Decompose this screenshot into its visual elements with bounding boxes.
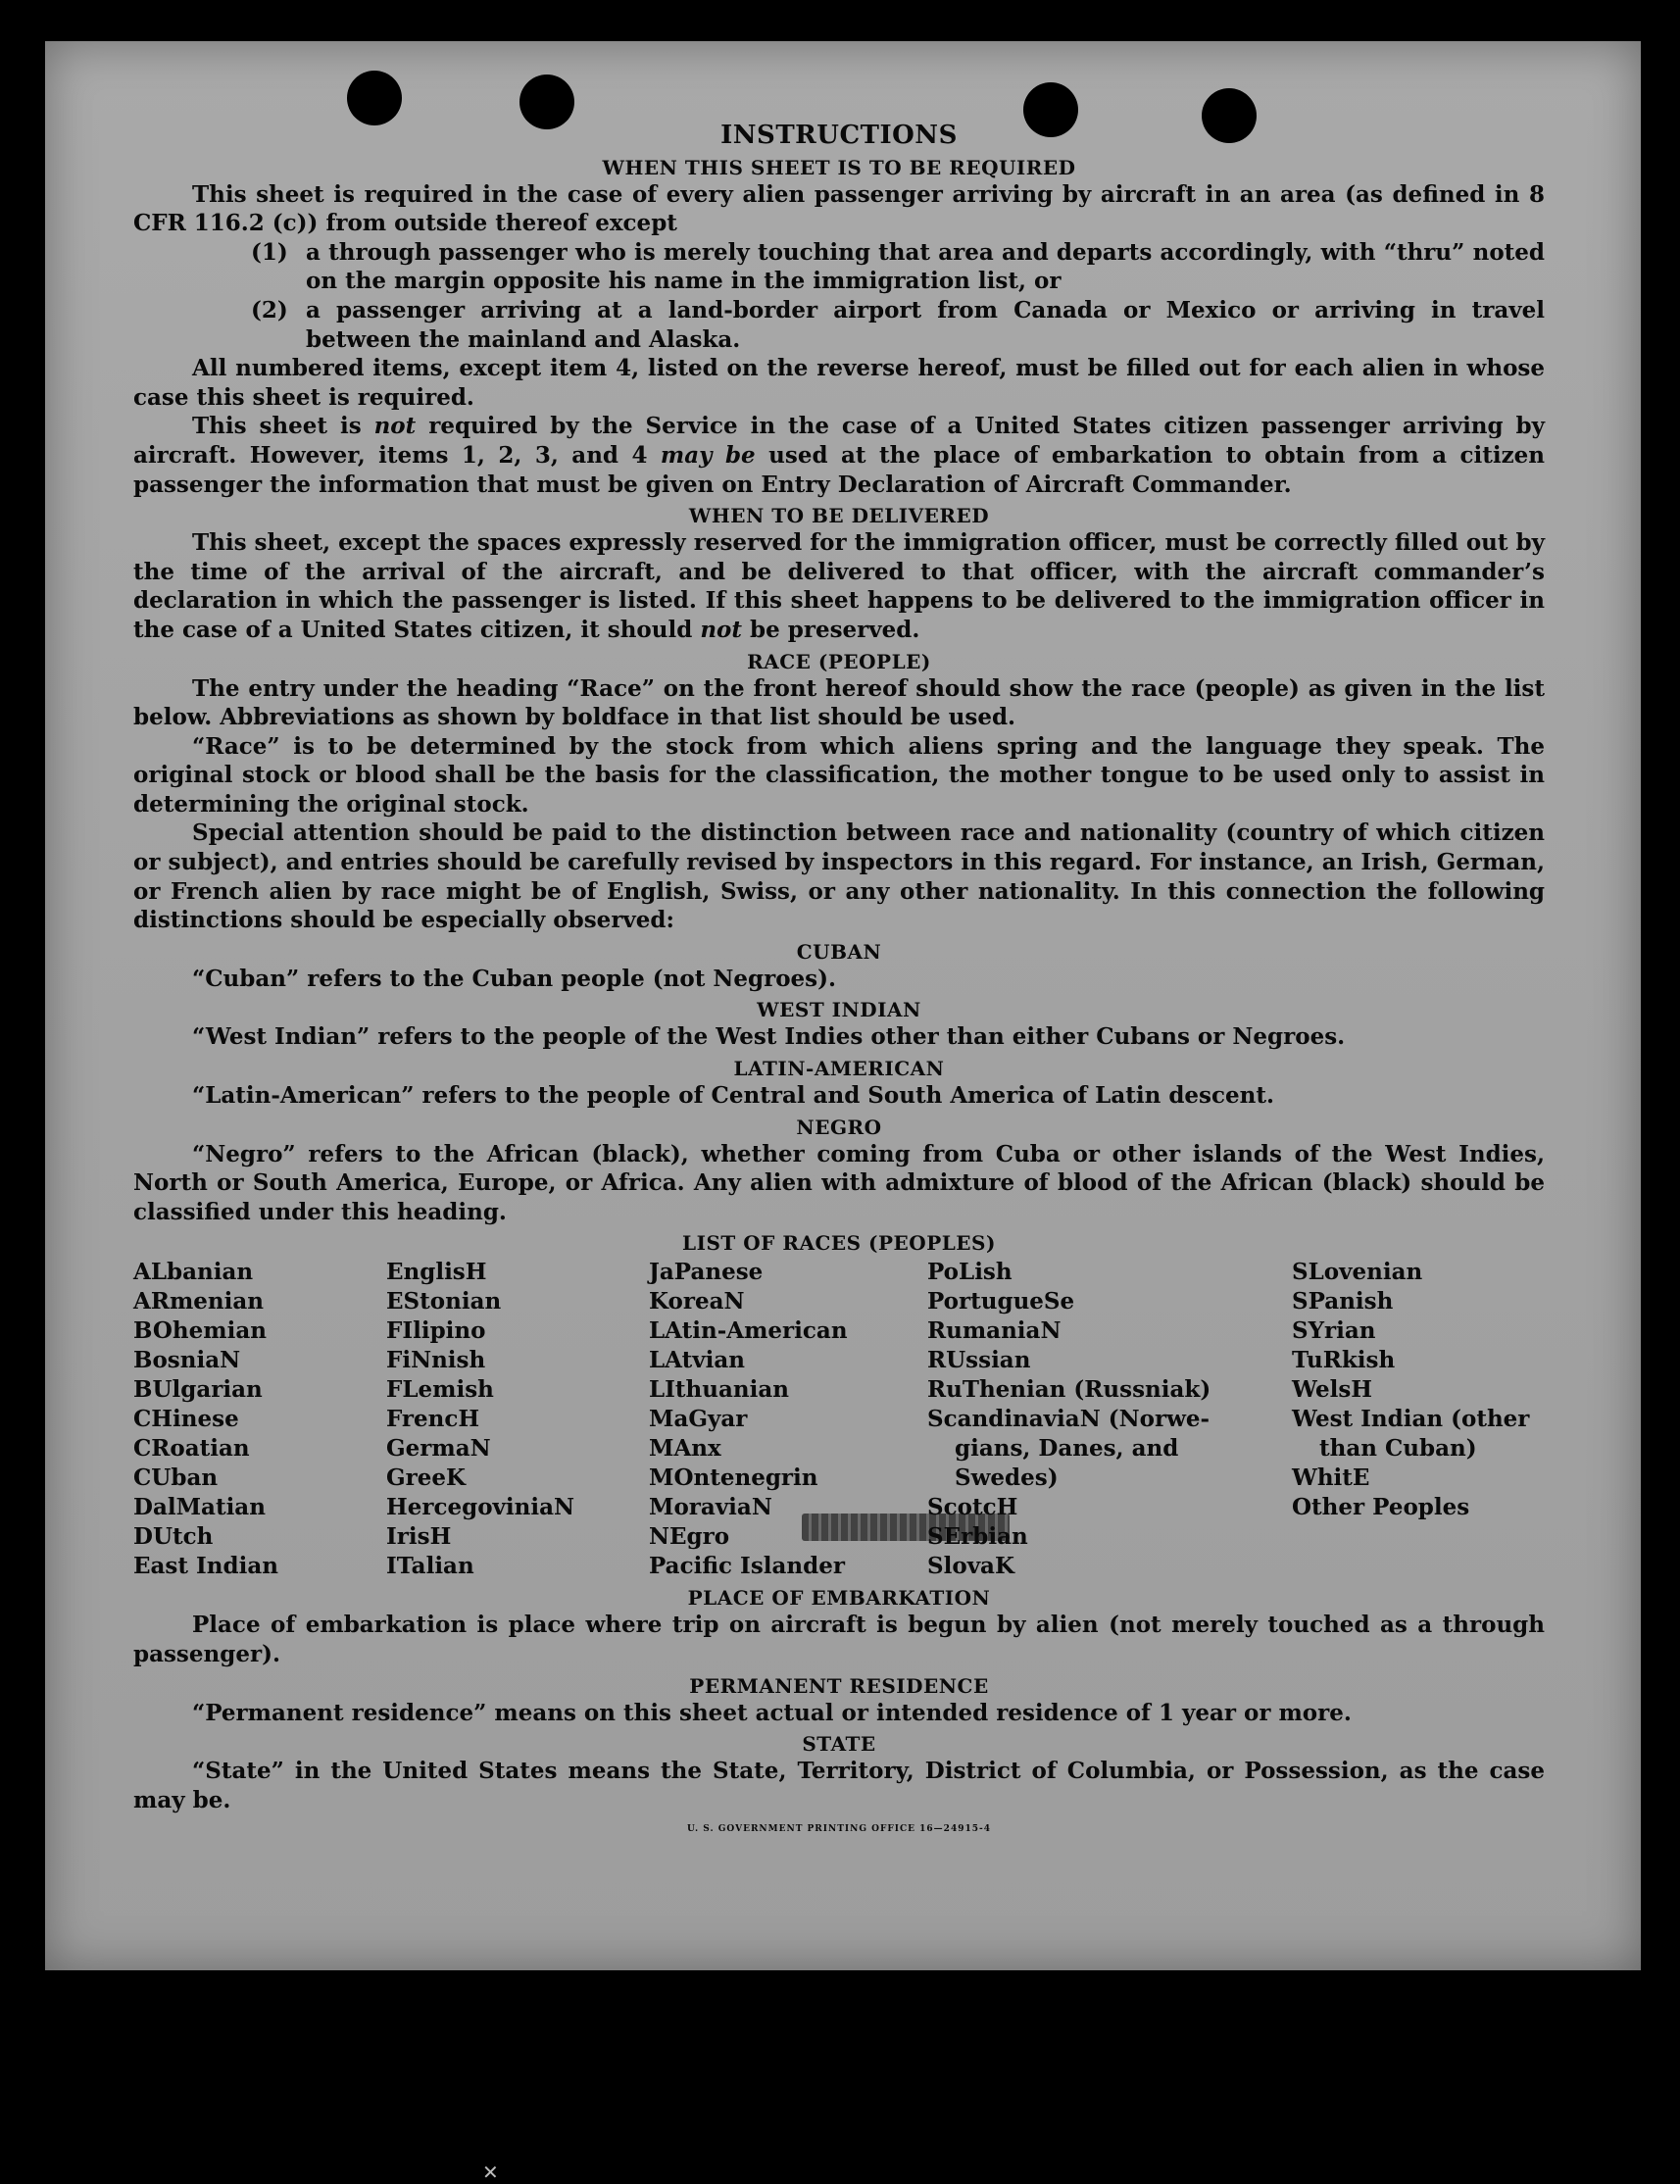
list-item: FrencH [386, 1406, 480, 1433]
page-title: INSTRUCTIONS [720, 121, 958, 150]
list-item: DalMatian [133, 1494, 266, 1521]
list-item: SYrian [1292, 1317, 1376, 1345]
list-item: SErbian [927, 1523, 1028, 1551]
paragraph: Place of embarkation is place where trip on aircraft is begun by alien (not merely touched as a through passenger). [133, 1612, 1545, 1667]
list-item: BosniaN [133, 1347, 241, 1374]
list-item: CHinese [133, 1406, 239, 1433]
paragraph: “Permanent residence” means on this sheet actual or intended residence of 1 year or more. [192, 1699, 1352, 1726]
paragraph: “Negro” refers to the African (black), whether coming from Cuba or other islands of the West Indies, North or South America, Europe, or Africa. Any alien with admixture of blood of the African (black) should be classified under this heading. [133, 1140, 1545, 1225]
instructions-body [133, 112, 1545, 1836]
list-item: FIlipino [386, 1317, 486, 1345]
list-item: LIthuanian [649, 1376, 789, 1404]
form-page [45, 41, 1641, 1970]
list-item: LAtin-American [649, 1317, 848, 1345]
section-heading: CUBAN [796, 939, 882, 964]
list-item: gians, Danes, and [955, 1435, 1179, 1463]
list-item: EStonian [386, 1288, 502, 1315]
race-list [133, 1258, 1545, 1581]
section-heading: WHEN THIS SHEET IS TO BE REQUIRED [602, 155, 1076, 179]
list-item: FLemish [386, 1376, 494, 1404]
list-item: RUssian [927, 1347, 1031, 1374]
section-heading: WEST INDIAN [757, 998, 921, 1022]
list-item: PortugueSe [927, 1288, 1075, 1315]
list-item: GreeK [386, 1464, 467, 1492]
list-item: Swedes) [955, 1464, 1059, 1492]
list-item: SLovenian [1292, 1259, 1423, 1286]
list-item: JaPanese [649, 1259, 764, 1286]
list-item: KoreaN [649, 1288, 745, 1315]
race-column [927, 1258, 1292, 1581]
list-item: DUtch [133, 1523, 214, 1551]
list-item: SPanish [1292, 1288, 1394, 1315]
section-heading: PERMANENT RESIDENCE [689, 1673, 989, 1698]
section-heading: STATE [802, 1732, 876, 1757]
list-item: EnglisH [386, 1259, 487, 1286]
paragraph: This sheet is required in the case of every alien passenger arriving by aircraft in an area (as defined in 8 CFR 116.2 (c)) from outside thereof except [133, 180, 1545, 237]
list-item: TuRkish [1292, 1347, 1396, 1374]
list-item: ScotcH [927, 1494, 1018, 1521]
paragraph: All numbered items, except item 4, listed on the reverse hereof, must be filled out for each alien in whose case this sheet is required. [133, 355, 1545, 411]
section-heading: LATIN-AMERICAN [733, 1057, 945, 1081]
list-item: than Cuban) [1319, 1435, 1477, 1463]
list-item: NEgro [649, 1523, 730, 1551]
race-column [649, 1258, 927, 1581]
list-item: (1) a through passenger who is merely touching that area and departs accordingly, with “thru” noted on the margin opposite his name in the immigration list, or [251, 238, 1545, 295]
scan-artifact: ✕ [482, 2160, 499, 2184]
list-item: East Indian [133, 1553, 278, 1580]
list-item: RumaniaN [927, 1317, 1062, 1345]
section-heading: LIST OF RACES (PEOPLES) [682, 1231, 996, 1256]
list-item: Pacific Islander [649, 1553, 845, 1580]
definition: “Latin-American” refers to the people of Central and South America of Latin descent. [192, 1082, 1274, 1110]
race-column [386, 1258, 649, 1581]
definition: “West Indian” refers to the people of the West Indies other than either Cubans or Negroes. [192, 1023, 1346, 1051]
list-item: ALbanian [133, 1259, 254, 1286]
paragraph: Special attention should be paid to the distinction between race and nationality (country of which citizen or subject), and entries should be carefully revised by inspectors in this regard. For instance, an Irish, German, or French alien by race might be of English, Swiss, or any other nationality. In this connection the following distinctions should be especially observed: [133, 819, 1545, 934]
list-item: RuThenian (Russniak) [927, 1376, 1211, 1404]
definition: “Cuban” refers to the Cuban people (not Negroes). [192, 965, 837, 992]
list-item: CUban [133, 1464, 219, 1492]
list-item: ScandinaviaN (Norwe- [927, 1406, 1211, 1433]
race-column [133, 1258, 386, 1581]
list-item: MaGyar [649, 1406, 748, 1433]
section-heading: NEGRO [796, 1115, 882, 1139]
paragraph: This sheet is not required by the Service in the case of a United States citizen passenger arriving by aircraft. However, items 1, 2, 3, and 4 may be used at the place of embarkation to obtain from a citizen passenger the information that must be given on Entry Declaration of Aircraft Commander. [133, 413, 1546, 498]
section-heading: RACE (PEOPLE) [747, 649, 931, 673]
list-item: IrisH [386, 1523, 452, 1551]
list-item: BUlgarian [133, 1376, 263, 1404]
list-item: (2) a passenger arriving at a land-border airport from Canada or Mexico or arriving in travel between the mainland and Alaska. [251, 296, 1545, 353]
race-column [1292, 1258, 1545, 1581]
list-item: Other Peoples [1292, 1494, 1470, 1521]
list-item: FiNnish [386, 1347, 486, 1374]
printer-imprint: U. S. GOVERNMENT PRINTING OFFICE 16—24915-4 [687, 1824, 991, 1835]
list-item: ITalian [386, 1553, 474, 1580]
list-item: MAnx [649, 1435, 721, 1463]
list-item: West Indian (other [1292, 1406, 1530, 1433]
section-heading: PLACE OF EMBARKATION [687, 1586, 991, 1611]
list-item: WhitE [1292, 1464, 1370, 1492]
list-item: MOntenegrin [649, 1464, 818, 1492]
list-item: LAtvian [649, 1347, 745, 1374]
paragraph: This sheet, except the spaces expressly reserved for the immigration officer, must be correctly filled out by the time of the arrival of the aircraft, and be delivered to that officer, with the aircraft commander’s declaration in which the passenger is listed. If this sheet happens to be delivered to the immigration officer in the case of a United States citizen, it should not be preserved. [133, 529, 1545, 643]
list-item: SlovaK [927, 1553, 1014, 1580]
list-item: PoLish [927, 1259, 1013, 1286]
paragraph: The entry under the heading “Race” on the front hereof should show the race (people) as given in the list below. Abbreviations as shown by boldface in that list should be used. [133, 674, 1545, 731]
list-item: HercegoviniaN [386, 1494, 575, 1521]
list-item: GermaN [386, 1435, 491, 1463]
list-item: ARmenian [133, 1288, 265, 1315]
list-item: MoraviaN [649, 1494, 772, 1521]
list-item: WelsH [1292, 1376, 1373, 1404]
list-item: CRoatian [133, 1435, 250, 1463]
section-heading: WHEN TO BE DELIVERED [688, 504, 990, 528]
paragraph: “Race” is to be determined by the stock from which aliens spring and the language they speak. The original stock or blood shall be the basis for the classification, the mother tongue to be used only to assist in determining the original stock. [133, 732, 1545, 818]
list-item: BOhemian [133, 1317, 267, 1345]
paragraph: “State” in the United States means the State, Territory, District of Columbia, or Possession, as the case may be. [133, 1758, 1545, 1813]
